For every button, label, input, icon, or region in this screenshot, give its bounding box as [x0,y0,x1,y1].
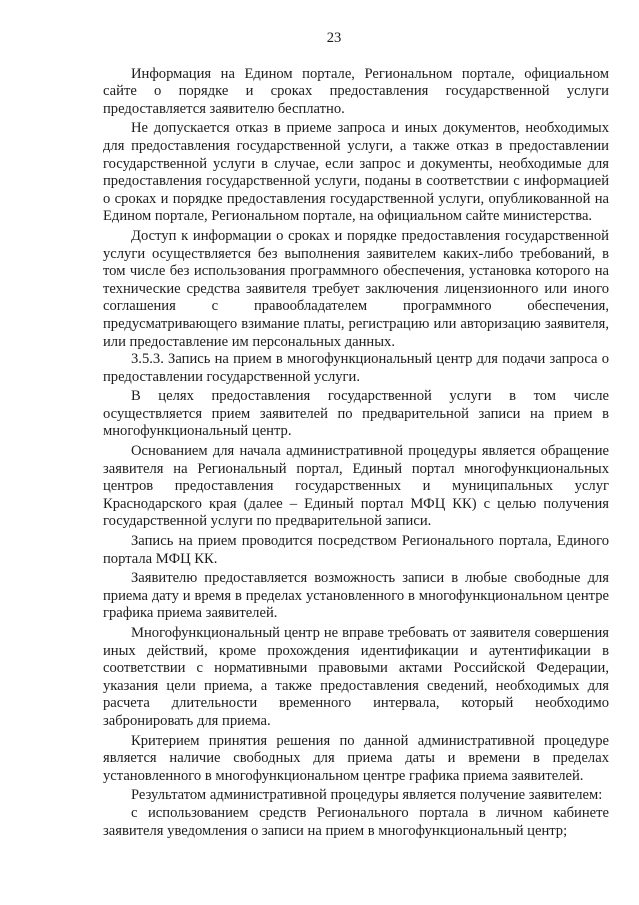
paragraph-refusal-not-allowed: Не допускается отказ в приеме запроса и иных документов, необходимых для предоставления государственной услуги, а также отказ в предоставлении государственной услуги в случае, если запрос и документы, необходимые для предоставления государственной услуги, поданы в соответствии с информацией о сроках и порядке предоставления государственной услуги, опубликованной на Едином портале, Региональном портале, на официальном сайте министерства. [103,120,609,225]
page-number: 23 [326,30,342,46]
paragraph-result-notification: с использованием средств Регионального портала в личном кабинете заявителя уведомления о записи на прием в многофункциональный центр; [103,804,609,839]
paragraph-free-slots: Заявителю предоставляется возможность записи в любые свободные для приема дату и время в пределах установленного в многофункциональном центре графика приема заявителей. [103,570,609,622]
paragraph-appointment-method: Запись на прием проводится посредством Регионального портала, Единого портала МФЦ КК. [103,533,609,567]
paragraph-access-to-info: Доступ к информации о сроках и порядке предоставления государственной услуги осуществляется без выполнения заявителем каких-либо требований, в том числе без использования программного обеспечения, установка которого на технические средства заявителя требует заключения лицензионного или иного соглашения с правообладателем программного обеспечения, предусматривающего взимание платы, регистрацию или авторизацию заявителя, или предоставление им персональных данных. [103,227,609,350]
paragraph-decision-criterion: Критерием принятия решения по данной административной процедуре является наличие свободных для приема даты и времени в пределах установленного в многофункциональном центре графика приема заявителей. [103,732,609,784]
section-heading-3-5-3: 3.5.3. Запись на прием в многофункциональный центр для подачи запроса о предоставлении государственной услуги. [103,351,609,385]
paragraph-info-free: Информация на Едином портале, Региональном портале, официальном сайте о порядке и сроках предоставления государственной услуги предоставляется заявителю бесплатно. [103,65,609,117]
paragraph-appointment-purpose: В целях предоставления государственной услуги в том числе осуществляется прием заявителей по предварительной записи на прием в многофункциональный центр. [103,388,609,440]
paragraph-result: Результатом административной процедуры является получение заявителем: [131,787,603,804]
paragraph-procedure-basis: Основанием для начала административной процедуры является обращение заявителя на Региональный портал, Единый портал многофункциональных центров предоставления государственных и муниципальных услуг Краснодарского края (далее – Единый портал МФЦ КК) с целью получения государственной услуги по предварительной записи. [103,443,609,530]
paragraph-center-restrictions: Многофункциональный центр не вправе требовать от заявителя совершения иных действий, кроме прохождения идентификации и аутентификации в соответствии с нормативными правовыми актами Российской Федерации, указания цели приема, а также предоставления сведений, необходимых для расчета длительности временного интервала, который необходимо забронировать для приема. [103,625,609,729]
